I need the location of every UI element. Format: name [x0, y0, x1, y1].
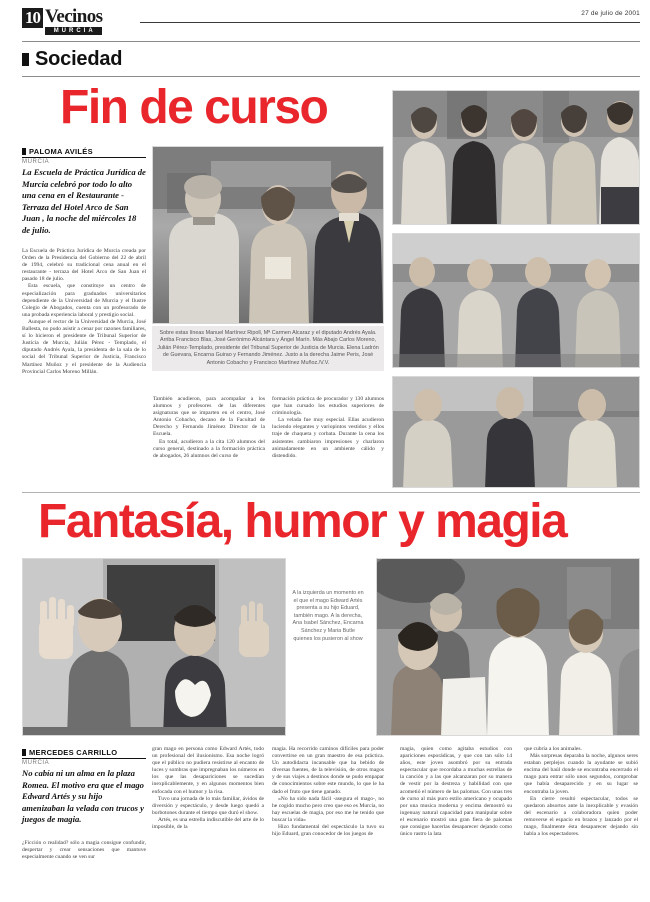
square-bullet-icon — [22, 53, 29, 66]
square-bullet-icon — [22, 749, 26, 756]
paragraph: La Escuela de Práctica Jurídica de Murcia creada por Orden de la Presidencia del Gobierno del 22 de abril de 1994, celebró su tradicional cena anual en el restaurante - terraza del Hotel Arco de San Juan el pasado 18 de julio. — [22, 248, 146, 283]
paragraph: Artés, es una estrella indiscutible del arte de lo imposible, de la — [152, 816, 264, 831]
article1-city: MURCIA — [22, 159, 50, 165]
article2-caption: A la izquierda un momento en el que el mago Edward Artés presenta a su hijo Eduard, también mago. A la derecha, Ana Isabel Sánchez, Encarna Sánchez y Maria Butle quienes los pusieron al show — [292, 590, 364, 642]
section-title: Sociedad — [35, 48, 123, 70]
paragraph: Hizo fundamental del espectáculo la tuvo su hijo Eduard, gran conocedor de los juegos de — [272, 824, 384, 838]
article2-author — [22, 748, 146, 757]
paragraph: «No ha sido nada fácil -asegura el mago-, no he cogido mucho pero creo que eso es Murcia, no hay escuelas de magia, por eso me he tenido que buscar la vida» — [272, 795, 384, 823]
paragraph: magia. Ha recorrido caminos difíciles para poder convertirse en un gran maestro de esa práctica. Un autodidacta incansable que ha bebido de diversas fuentes, de la televisión, de otros magos y de sus viajes a destinos donde se pudo empapar de conocimientos sobre este mundo, lo que le ha dado el fruto que tiene ganado. — [272, 746, 384, 795]
issue-date: 27 de julio de 2001 — [581, 10, 640, 17]
square-bullet-icon — [22, 148, 26, 155]
photo-magician-and-son — [23, 559, 286, 736]
article2-column-2 — [152, 746, 264, 896]
paragraph: Aunque el rector de la Universidad de Murcia, José Ballesta, no pudo asistir a cenar por razones familiares, sí lo hicieron el presidente de Tribunal Superior de Justicia de Murcia, Julián Pérez - Templado, el diputado Andrés Ayala, la presidenta de la sala de lo social del Tribunal Superior de Justicia, Francisco Martínez Muñoz y el presidente de la Audiencia Provincial Carlos Moreno Millán. — [22, 318, 146, 375]
section-rule-top — [22, 41, 640, 42]
photo-group-three-men — [393, 377, 640, 488]
article1-caption: Sobre estas líneas Manuel Martínez Ripoll, Mª Carmen Alcaraz y el diputado Andrés Ayala. Arriba Francisco Blas, José Gerónimo Alcántara y Ángel Marín. Más Abajo Carlos Moreno, Julián Pérez-Templado, presidente del Tribunal Superior de Justicia de Murcia. Elena Ladrón de Guevara, Encarna Guirao y Fernando Jiménez. Justo a la derecha Jaime Peris, José Antonio Cobacho y Francisco Martínez Muñoz./V.V. — [152, 326, 384, 371]
article2-lead: No cabía ni un alma en la plaza Romea. El motivo era que el mago Edward Artés y su hijo amenizaban la velada con trucos y juegos de magia. — [22, 768, 144, 825]
paragraph: formación práctica de procurador y 130 alumnos que han cursado los estudios superiores de criminología. — [272, 396, 384, 417]
article2-city: MURCIA — [22, 760, 50, 766]
byline-divider — [22, 157, 146, 158]
article1-photo-top-right — [392, 90, 640, 225]
section-rule-bottom — [22, 76, 640, 77]
photo-audience-women-children — [377, 559, 640, 736]
byline-divider — [22, 758, 146, 759]
publication-logo — [22, 8, 102, 35]
article2-photo-magician — [22, 558, 286, 736]
paragraph: En total, acudieron a la cita 120 alumnos del curso general, destinado a la formación práctica de abogados, 26 alumnos del curso de — [153, 438, 265, 459]
article1-lead: La Escuela de Práctica Jurídica de Murcia celebró por todo lo alto una cena en el Restaurante - Terraza del Hotel Arco de San Juan , la noche del miércoles 18 de julio. — [22, 167, 146, 235]
article1-photo-mid-right — [392, 233, 640, 368]
publication-name: Vecinos — [45, 6, 103, 27]
paragraph: magia, quien como agitaba estudios con apariciones esporádicas, y que con tan sólo 14 años, este joven asombró por su entrada espectacular que recordaba a muchas estrellas de la canción y a las que alcanzaran por su manera de vestir por la destreza y habilidad con que acometió el número de las palomas. Con unas tres de curso al más puro estilo americano y ocupado por una musica moderna y encima demostró su ingenuay natural capacidad para manipular sobre el escenario mostró una gran fiera de palomas que consigue hacerlas desaparecer dejando como único rastro la lata — [400, 746, 512, 838]
section-header — [22, 48, 122, 71]
article1-author-name: PALOMA AVILÉS — [29, 147, 93, 156]
article1-photo-bottom-right — [392, 376, 640, 488]
article1-column-3 — [272, 396, 384, 488]
paragraph: ¿Ficción o realidad? sólo a magia consigue confundir, despertar y crear sensaciones que mantuve especialmente cuando se ven sur — [22, 840, 146, 861]
article1-byline — [22, 147, 146, 165]
article-divider — [22, 492, 640, 493]
page-number: 10 — [22, 8, 43, 28]
photo-group-three-people — [153, 147, 384, 324]
article2-headline: Fantasía, humor y magia — [38, 495, 567, 548]
article1-column-2 — [153, 396, 265, 488]
article2-column-5 — [524, 746, 638, 896]
article1-headline: Fin de curso — [60, 81, 328, 134]
paragraph: Tuvo una jornada de lo más familiar, ávidos de diversión y espectáculo, y desde luego quedó a borbotones durante el tiempo que duró el show. — [152, 795, 264, 816]
paragraph: En cierre resultó espectacular, todos se quedaron absortos ante la inexplicable y evasión del escenario a colaboradora quien poder removerse el espacio en brazos y lanzado por el mago, finalmente ésta desaparecer dejando sin habla a los espectadores. — [524, 795, 638, 838]
article1-main-photo — [152, 146, 384, 324]
paragraph: que cubría a los animales. — [524, 746, 582, 752]
article2-author-name: MERCEDES CARRILLO — [29, 748, 118, 757]
paragraph: Más sorpresas deparaba la noche, algunos seres estaban perplejos cuando la ayudante se subió encima del baúl donde se encontraba encerrado el mago para entrar sólo unos segundos, comprobar que había desaparecido y en su lugar se encontraba la joven. — [524, 753, 638, 795]
masthead — [22, 8, 640, 36]
article2-column-3 — [272, 746, 384, 896]
article2-byline — [22, 748, 146, 766]
masthead-divider — [140, 22, 640, 23]
photo-group-five-people — [393, 91, 640, 225]
article2-column-1 — [22, 840, 146, 896]
article2-column-4 — [400, 746, 512, 896]
paragraph: Esta escuela, que constituye un centro de especialización para graduados universitarios dependiente de la Universidad de Murcia y el Ilustre Colegio de Abogados, cuenta con un profesorado de una probada experiencia laboral y prestigio social. — [22, 283, 146, 318]
paragraph: gran mago en persona como Edward Artés, todo un profesional del ilusionismo. Esa noche logró que el público no pudiera resistirse al encanto de luces y sombras que impregnaban los números en los que las desapariciones se sucedían inexplicablemente, y en algunos momentos bien enfocada con el humor y la risa. — [152, 746, 264, 795]
publication-edition: MURCIA — [45, 27, 102, 35]
paragraph: La velada fue muy especial. Ellas acudieron luciendo elegantes y variopintos vestidos y ellos traje de chaqueta y corbata. Durante la cena los asistentes cambiaron impresiones y charlaron animadamente en un ambiente cálido y distendido. — [272, 417, 384, 459]
article1-column-1 — [22, 248, 146, 488]
paragraph: También acudieron, para acompañar a los alumnos y profesores de las diferentes asignaturas que se imparten en el centro, José Antonio Cobacho, decano de la Facultad de Derecho y Fernando Jiménez Director de la Escuela. — [153, 396, 265, 438]
article1-author — [22, 147, 146, 156]
article2-photo-audience — [376, 558, 640, 736]
photo-group-four-men — [393, 234, 640, 368]
